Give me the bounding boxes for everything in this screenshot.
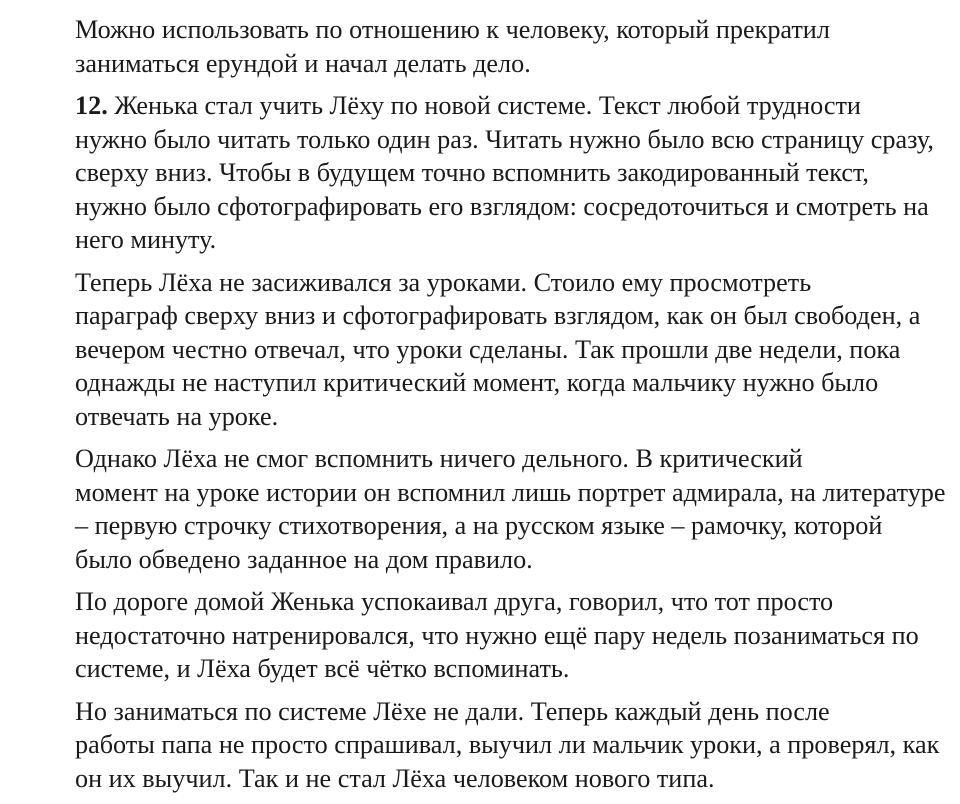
text-line: системе, и Лёха будет всё чётко вспоминать. xyxy=(75,654,570,683)
item-number: 12. xyxy=(75,91,108,120)
text-line: параграф сверху вниз и сфотографировать взглядом, как он был свободен, а xyxy=(75,301,921,330)
text-line: нужно было сфотографировать его взглядом: сосредоточиться и смотреть на xyxy=(75,191,929,221)
paragraph-five xyxy=(4,585,954,686)
paragraph-three xyxy=(4,266,954,434)
text-line: недостаточно натренировался, что нужно ещё пару недель позаниматься по xyxy=(75,620,919,650)
text-line: По дороге домой Женька успокаивал друга, говорил, что тот просто xyxy=(75,587,834,616)
text-line: однажды не наступил критический момент, когда мальчику нужно было xyxy=(75,368,879,397)
text-line: Можно использовать по отношению к человеку, который прекратил xyxy=(75,15,830,44)
text-line: нужно было читать только один раз. Читать нужно было всю страницу сразу, xyxy=(75,124,934,154)
text-line: него минуту. xyxy=(75,225,217,254)
text-line: момент на уроке истории он вспомнил лишь портрет адмирала, на литературе xyxy=(75,477,946,507)
text-line: – первую строчку стихотворения, а на русском языке – рамочку, которой xyxy=(75,511,883,540)
text-line-rest: Женька стал учить Лёху по новой системе. Текст любой трудности xyxy=(107,91,861,120)
paragraph-12 xyxy=(4,89,954,257)
text-line: Теперь Лёха не засиживался за уроками. Стоило ему просмотреть xyxy=(75,267,812,297)
text-line: Однако Лёха не смог вспомнить ничего дельного. В критический xyxy=(75,444,803,473)
paragraph-six xyxy=(4,695,954,796)
text-line: заниматься ерундой и начал делать дело. xyxy=(75,48,531,78)
text-line: было обведено заданное на дом правило. xyxy=(75,544,533,574)
text-line: вечером честно отвечал, что уроки сделаны. Так прошли две недели, пока xyxy=(75,334,901,364)
text-line: Но заниматься по системе Лёхе не дали. Теперь каждый день после xyxy=(75,696,830,726)
text-line: сверху вниз. Чтобы в будущем точно вспомнить закодированный текст, xyxy=(75,158,869,187)
paragraph-intro xyxy=(4,13,954,80)
text-line: он их выучил. Так и не стал Лёха человеком нового типа. xyxy=(75,763,715,793)
paragraph-four xyxy=(4,442,954,576)
text-line xyxy=(4,89,954,123)
text-line: отвечать на уроке. xyxy=(75,401,279,431)
text-line: работы папа не просто спрашивал, выучил ли мальчик уроки, а проверял, как xyxy=(75,730,940,759)
document-page xyxy=(4,13,954,804)
